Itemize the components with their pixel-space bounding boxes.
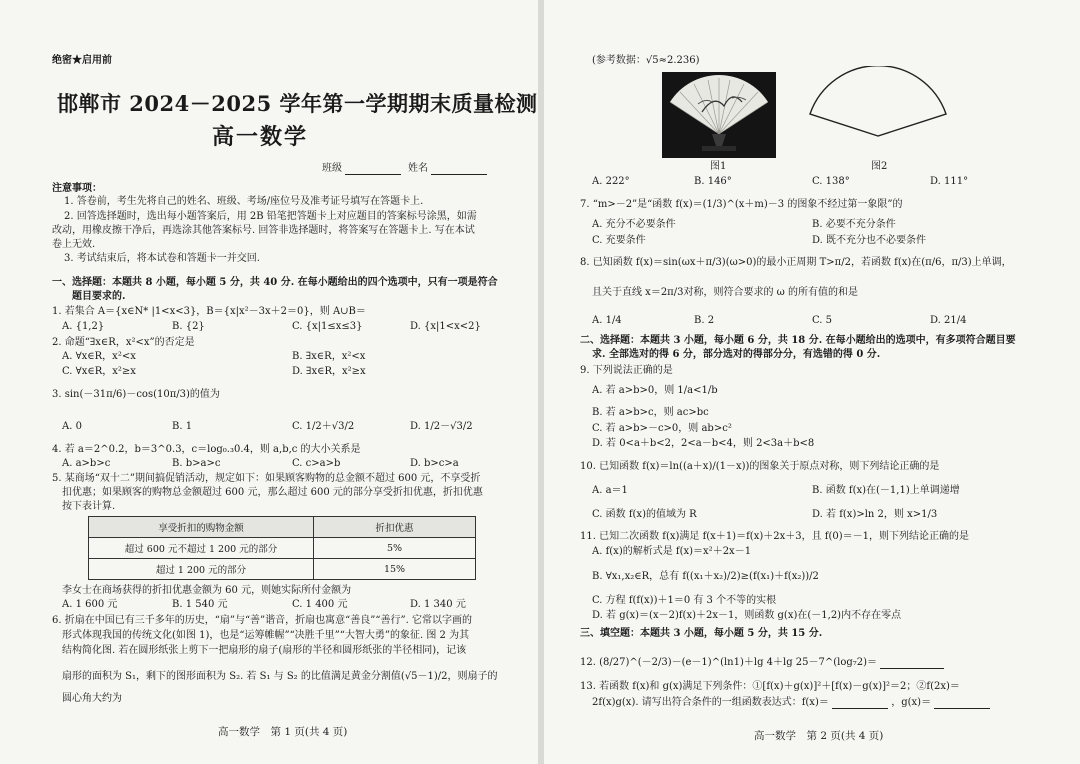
exam-page-1 bbox=[0, 0, 538, 764]
question-line: 李女士在商场获得的折扣优惠金额为 60 元，则她实际所付金额为 bbox=[62, 585, 352, 596]
option: A. a>b>c bbox=[62, 458, 111, 469]
discount-table bbox=[88, 516, 476, 580]
figure-caption: 图2 bbox=[871, 161, 888, 172]
question-line: 圆心角大约为 bbox=[62, 693, 122, 704]
confidential-mark: 绝密★启用前 bbox=[52, 55, 112, 66]
option: D. 若 g(x)＝(x－2)f(x)＋2x－1，则函数 g(x)在(－1,2)内不存在零点 bbox=[592, 610, 902, 621]
folding-fan-image bbox=[662, 72, 776, 158]
option: A. a＝1 bbox=[592, 485, 628, 496]
question-stem: 11. 已知二次函数 f(x)满足 f(x＋1)＝f(x)＋2x＋3，且 f(0)＝－1，则下列结论正确的是 bbox=[580, 531, 970, 542]
question-line: 13. 若函数 f(x)和 g(x)满足下列条件：①[f(x)＋g(x)]²＋[f(x)－g(x)]²＝2；②f(2x)＝ bbox=[580, 681, 960, 692]
fill-question-text: ，g(x)＝ bbox=[891, 697, 932, 708]
class-blank bbox=[345, 163, 401, 175]
option: C. 1/2＋√3/2 bbox=[292, 421, 355, 432]
option: B. 1 540 元 bbox=[172, 599, 228, 610]
table-header-cell: 折扣优惠 bbox=[314, 517, 476, 538]
question-stem: 2. 命题“∃x∈R，x²<x”的否定是 bbox=[52, 337, 195, 348]
question-line: 形式体现我国的传统文化(如图 1)，也是“运筹帷幄”“决胜千里”“大智大勇”的象征. 图 2 为其 bbox=[62, 630, 470, 641]
question-stem bbox=[580, 656, 944, 669]
option: B. 2 bbox=[694, 315, 715, 326]
note-line: 卷上无效. bbox=[52, 239, 96, 250]
option: A. 222° bbox=[592, 176, 630, 187]
question-stem: 3. sin(－31π/6)－cos(10π/3)的值为 bbox=[52, 389, 220, 400]
question-line: 8. 已知函数 f(x)＝sin(ωx＋π/3)(ω>0)的最小正周期 T>π/2，若函数 f(x)在(π/6，π/3)上单调， bbox=[580, 257, 1012, 268]
question-line: 6. 折扇在中国已有三千多年的历史，“扇”与“善”谐音，折扇也寓意“善良”“善行”. 它常以字画的 bbox=[52, 615, 472, 626]
table-cell: 5% bbox=[314, 538, 476, 559]
sector-diagram bbox=[806, 66, 950, 140]
option: B. ∃x∈R，x²<x bbox=[292, 351, 366, 362]
note-line: 3. 考试结束后，将本试卷和答题卡一并交回. bbox=[64, 253, 260, 264]
table-row bbox=[89, 559, 476, 580]
option: A. {1,2} bbox=[62, 321, 105, 332]
answer-blank-f[interactable] bbox=[832, 697, 888, 709]
option: B. b>a>c bbox=[172, 458, 221, 469]
table-cell: 超过 600 元不超过 1 200 元的部分 bbox=[89, 538, 314, 559]
option: A. 若 a>b>0，则 1/a<1/b bbox=[592, 385, 718, 396]
option: C. c>a>b bbox=[292, 458, 341, 469]
option: D. 1/2－√3/2 bbox=[410, 421, 473, 432]
section-heading: 求. 全部选对的得 6 分，部分选对的得部分分，有选错的得 0 分. bbox=[592, 349, 881, 360]
table-cell: 超过 1 200 元的部分 bbox=[89, 559, 314, 580]
option: A. ∀x∈R，x²<x bbox=[62, 351, 136, 362]
option: D. 111° bbox=[930, 176, 969, 187]
option: D. ∃x∈R，x²≥x bbox=[292, 366, 366, 377]
fill-question-text: 2f(x)g(x). 请写出符合条件的一组函数表达式：f(x)＝ bbox=[592, 697, 829, 708]
question-stem: 9. 下列说法正确的是 bbox=[580, 365, 673, 376]
table-cell: 15% bbox=[314, 559, 476, 580]
page-title: 邯郸市 2024－2025 学年第一学期期末质量检测 bbox=[57, 91, 538, 116]
option: A. f(x)的解析式是 f(x)＝x²＋2x－1 bbox=[592, 546, 752, 557]
option: D. b>c>a bbox=[410, 458, 459, 469]
section-heading: 题目要求的. bbox=[72, 291, 126, 302]
question-line: 且关于直线 x＝2π/3对称，则符合要求的 ω 的所有值的和是 bbox=[592, 287, 858, 298]
fill-question-text: 12. (8/27)^(－2/3)－(e－1)^(ln1)＋lg 4＋lg 25－7^(log₇2)＝ bbox=[580, 657, 878, 668]
section-heading: 二、选择题：本题共 3 小题，每小题 6 分，共 18 分. 在每小题给出的选项中，有多项符合题目要 bbox=[580, 335, 1016, 346]
option: C. 5 bbox=[812, 315, 833, 326]
answer-blank[interactable] bbox=[880, 657, 944, 669]
option: B. 1 bbox=[172, 421, 193, 432]
question-line: 扇形的面积为 S₁，剩下的图形面积为 S₂. 若 S₁ 与 S₂ 的比值满足黄金分割值(√5－1)/2，则扇子的 bbox=[62, 671, 498, 682]
option: C. 1 400 元 bbox=[292, 599, 348, 610]
name-blank bbox=[431, 163, 487, 175]
name-field bbox=[408, 162, 487, 175]
question-line: 结构简化图. 若在圆形纸张上剪下一把扇形的扇子(扇形的半径和圆形纸张的半径相同)，记该 bbox=[62, 645, 467, 656]
option: D. {x|1<x<2} bbox=[410, 321, 481, 332]
note-line: 2. 回答选择题时，选出每小题答案后，用 2B 铅笔把答题卡上对应题目的答案标号涂黑，如需 bbox=[64, 211, 477, 222]
option: D. 既不充分也不必要条件 bbox=[812, 235, 927, 246]
page-footer: 高一数学 第 2 页(共 4 页) bbox=[754, 730, 884, 742]
question-line: 按下表计算. bbox=[62, 501, 116, 512]
option: A. 1/4 bbox=[592, 315, 622, 326]
option: C. {x|1≤x≤3} bbox=[292, 321, 363, 332]
option: C. 函数 f(x)的值域为 R bbox=[592, 509, 697, 520]
exam-page-2 bbox=[544, 0, 1080, 764]
class-field bbox=[322, 162, 401, 175]
question-line: 扣优惠；如果顾客的购物总金额超过 600 元，那么超过 600 元的部分享受折扣优惠，折扣优惠 bbox=[62, 487, 483, 498]
option: C. 方程 f(f(x))＋1＝0 有 3 个不等的实根 bbox=[592, 595, 777, 606]
figure-caption: 图1 bbox=[710, 161, 727, 172]
question-stem: 4. 若 a＝2^0.2，b＝3^0.3，c＝log₀.₃0.4，则 a,b,c 的大小关系是 bbox=[52, 444, 361, 455]
section-heading: 三、填空题：本题共 3 小题，每小题 5 分，共 15 分. bbox=[580, 628, 823, 639]
option: D. 1 340 元 bbox=[410, 599, 466, 610]
question-stem: 1. 若集合 A＝{x∈N* |1<x<3}，B＝{x|x²－3x＋2＝0}，则 A∪B＝ bbox=[52, 306, 366, 317]
answer-blank-g[interactable] bbox=[934, 697, 990, 709]
note-line: 1. 答卷前，考生先将自己的姓名、班级、考场/座位号及准考证号填写在答题卡上. bbox=[64, 196, 424, 207]
option: D. 若 f(x)>ln 2，则 x>1/3 bbox=[812, 509, 938, 520]
notes-title: 注意事项： bbox=[52, 183, 102, 194]
subject-title: 高一数学 bbox=[212, 124, 309, 150]
note-line: 改动，用橡皮擦干净后，再选涂其他答案标号. 回答非选择题时，将答案写在答题卡上. 写在本试 bbox=[52, 225, 475, 236]
option: D. 21/4 bbox=[930, 315, 967, 326]
table-header-row bbox=[89, 517, 476, 538]
option: C. 若 a>b>－c>0，则 ab>c² bbox=[592, 423, 732, 434]
question-stem: 10. 已知函数 f(x)＝ln((a＋x)/(1－x))的图象关于原点对称，则下列结论正确的是 bbox=[580, 461, 940, 472]
option: B. ∀x₁,x₂∈R，总有 f((x₁＋x₂)/2)≥(f(x₁)＋f(x₂))/2 bbox=[592, 571, 819, 582]
folding-fan-photo bbox=[662, 72, 776, 158]
option: A. 1 600 元 bbox=[62, 599, 118, 610]
option: B. 必要不充分条件 bbox=[812, 219, 896, 230]
section-heading: 一、选择题：本题共 8 小题，每小题 5 分，共 40 分. 在每小题给出的四个选项中，只有一项是符合 bbox=[52, 277, 498, 288]
table-row bbox=[89, 538, 476, 559]
option: B. 函数 f(x)在(－1,1)上单调递增 bbox=[812, 485, 960, 496]
option: C. ∀x∈R，x²≥x bbox=[62, 366, 136, 377]
option: C. 138° bbox=[812, 176, 850, 187]
class-label: 班级 bbox=[322, 163, 342, 174]
option: A. 0 bbox=[62, 421, 82, 432]
reference-data: (参考数据：√5≈2.236) bbox=[592, 55, 700, 66]
option: A. 充分不必要条件 bbox=[592, 219, 676, 230]
question-line bbox=[592, 696, 990, 709]
option: B. 146° bbox=[694, 176, 732, 187]
option: B. {2} bbox=[172, 321, 205, 332]
page-footer: 高一数学 第 1 页(共 4 页) bbox=[218, 726, 348, 738]
question-stem: 7. “m>－2”是“函数 f(x)＝(1/3)^(x＋m)－3 的图象不经过第一象限”的 bbox=[580, 199, 903, 210]
option: B. 若 a>b>c，则 ac>bc bbox=[592, 407, 709, 418]
question-line: 5. 某商场“双十二”期间搞促销活动，规定如下：如果顾客购物的总金额不超过 600 元，不享受折 bbox=[52, 473, 481, 484]
table-header-cell: 享受折扣的购物金额 bbox=[89, 517, 314, 538]
option: D. 若 0<a＋b<2，2<a－b<4，则 2<3a＋b<8 bbox=[592, 438, 815, 449]
option: C. 充要条件 bbox=[592, 235, 646, 246]
name-label: 姓名 bbox=[408, 163, 428, 174]
